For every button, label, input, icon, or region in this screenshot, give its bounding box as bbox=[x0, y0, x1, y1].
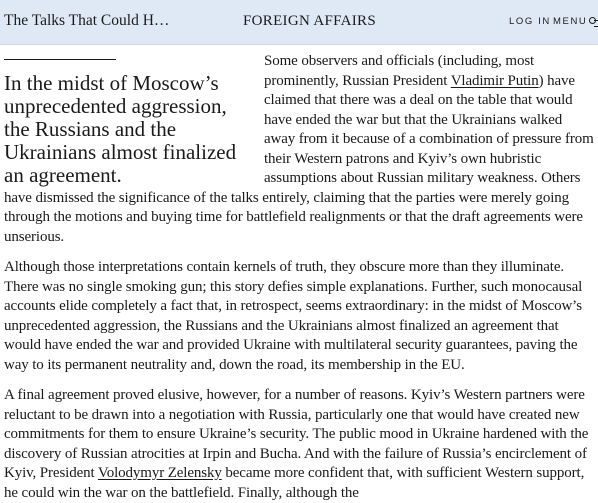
login-button[interactable]: LOG IN bbox=[509, 16, 551, 27]
site-logo[interactable]: FOREIGN AFFAIRS bbox=[243, 13, 377, 29]
paragraph-1: Some observers and officials (including, most prominently, Russian President Vladimir Putin) have claimed that there was a deal on the table that would have ended the war but that the Ukrainians walked away from it because of a combination of pressure from their Western patrons and Kyiv’s own hubristic assumptions about Russian military weakness. Others have dismissed the significance of the talks entirely, claiming that the parties were merely going through the motions and buying time for battlefield realignments or that the draft agreements were unserious. bbox=[4, 53, 594, 245]
paragraph-2: Although those interpretations contain kernels of truth, they obscure more than they illuminate. There was no single smoking gun; this story defies simple explanations. Further, such monocausal accounts elide completely a fact that, in retrospect, seems extraordinary: in the midst of Moscow’s unprecedented aggression, the Russians and the Ukrainians almost finalized an agreement that would have ended the war and provided Ukraine with multilateral security guarantees, paving the way to its permanent neutrality and, down the road, its membership in the EU. bbox=[4, 259, 583, 373]
paragraph-3: A final agreement proved elusive, however, for a number of reasons. Kyiv’s Western partners were reluctant to be drawn into a negotiation with Russia, particularly one that would have created new commitments for them to ensure Ukraine’s security. The public mood in Ukraine hardened with the discovery of Russian atrocities at Irpin and Bucha. And with the failure of Russia’s encirclement of Kyiv, President Volodymyr Zelensky became more confident that, with sufficient Western support, he could win the war on the battlefield. Finally, although the bbox=[4, 387, 589, 501]
menu-label: MENU bbox=[553, 16, 588, 27]
pull-quote-rule bbox=[4, 59, 116, 60]
article-body bbox=[0, 45, 598, 503]
menu-button[interactable] bbox=[553, 16, 598, 27]
search-menu-icon bbox=[589, 17, 598, 27]
link-vladimir-putin[interactable]: Vladimir Putin bbox=[450, 72, 539, 89]
site-header bbox=[0, 0, 598, 45]
link-volodymyr-zelensky[interactable]: Volodymyr Zelensky bbox=[97, 465, 222, 481]
article-title[interactable]: The Talks That Could H… bbox=[4, 12, 170, 29]
pull-quote-text: In the midst of Moscow’s unprecedented aggression, the Russians and the Ukrainians almost finalized an agreement. bbox=[4, 71, 237, 187]
pull-quote bbox=[4, 59, 254, 187]
